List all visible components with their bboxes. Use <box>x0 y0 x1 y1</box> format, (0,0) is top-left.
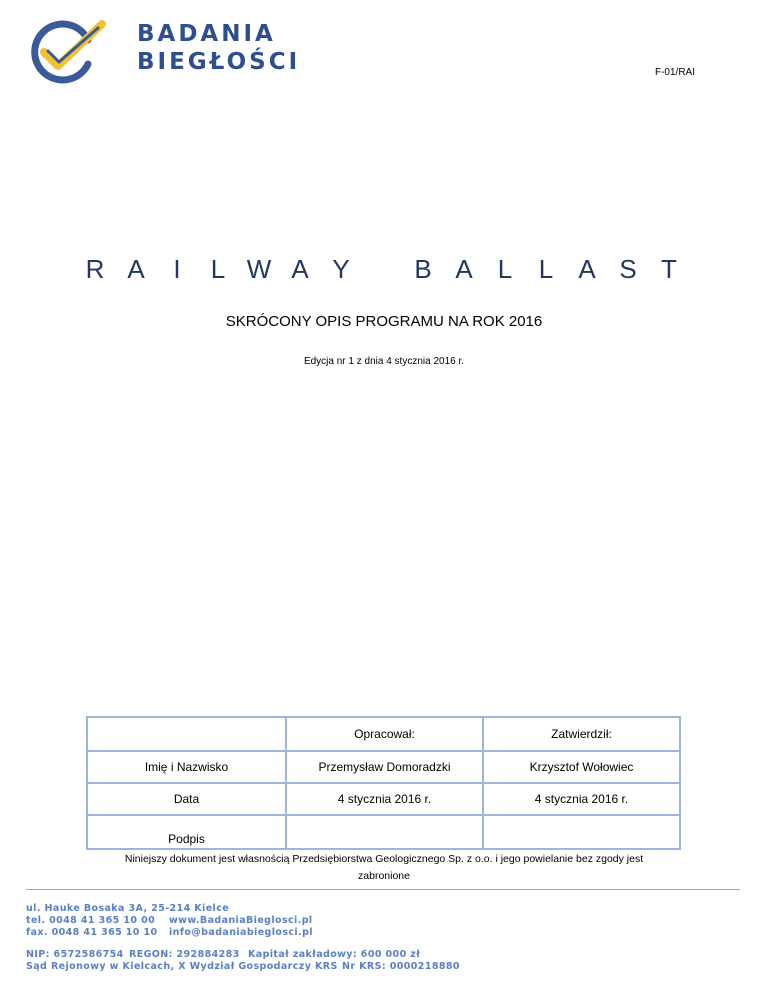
approved-date: 4 stycznia 2016 r. <box>483 783 680 815</box>
row-label-name: Imię i Nazwisko <box>87 751 286 783</box>
title-letter: L <box>497 253 513 284</box>
prepared-signature <box>286 815 483 849</box>
title-letter: R <box>85 253 105 284</box>
title-letter: B <box>414 253 432 284</box>
notice-line-2: zabronione <box>358 870 410 882</box>
title-letter: Y <box>332 253 350 284</box>
row-label-signature: Podpis <box>87 815 286 849</box>
table-header-row <box>87 717 680 751</box>
table-row <box>87 751 680 783</box>
document-title <box>82 254 682 284</box>
footer-regon: REGON: 292884283 <box>129 949 240 960</box>
notice-line-1: Niniejszy dokument jest własnością Przedsiębiorstwa Geologicznego Sp. z o.o. i jego powielanie bez zgody jest <box>124 853 644 865</box>
ownership-notice <box>80 851 688 885</box>
logo-check-icon <box>24 18 108 86</box>
document-code: F-01/RAI <box>654 67 695 78</box>
title-letter: A <box>127 253 145 284</box>
footer-website-link[interactable]: www.BadaniaBieglosci.pl <box>169 915 313 926</box>
title-letter: S <box>619 253 637 284</box>
approved-signature <box>483 815 680 849</box>
table-header-approved: Zatwierdził: <box>483 717 680 751</box>
table-row <box>87 815 680 849</box>
footer-krs: Nr KRS: 0000218880 <box>342 961 460 972</box>
prepared-by-name: Przemysław Domoradzki <box>286 751 483 783</box>
logo-line-1: BADANIA <box>137 21 276 47</box>
title-letter: I <box>173 253 181 284</box>
approval-table <box>86 716 681 850</box>
title-letter: L <box>538 253 554 284</box>
title-letter: W <box>246 253 272 284</box>
approved-by-name: Krzysztof Wołowiec <box>483 751 680 783</box>
logo-line-2: BIEGŁOŚCI <box>137 49 301 75</box>
row-label-date: Data <box>87 783 286 815</box>
footer-divider <box>26 889 740 890</box>
footer-fax: fax. 0048 41 365 10 10 <box>26 927 158 938</box>
edition-info: Edycja nr 1 z dnia 4 stycznia 2016 r. <box>303 356 465 367</box>
title-letter: T <box>661 253 677 284</box>
title-letter: A <box>578 253 596 284</box>
footer-phone: tel. 0048 41 365 10 00 <box>26 915 156 926</box>
footer-capital: Kapitał zakładowy: 600 000 zł <box>248 949 421 960</box>
title-letter: L <box>210 253 226 284</box>
footer-nip: NIP: 6572586754 <box>26 949 124 960</box>
title-letter: A <box>455 253 473 284</box>
prepared-date: 4 stycznia 2016 r. <box>286 783 483 815</box>
title-letter: A <box>291 253 309 284</box>
table-row <box>87 783 680 815</box>
footer-email-link[interactable]: info@badaniabieglosci.pl <box>169 927 313 938</box>
table-header-prepared: Opracował: <box>286 717 483 751</box>
footer-court: Sąd Rejonowy w Kielcach, X Wydział Gospodarczy KRS <box>26 961 338 972</box>
document-subtitle: SKRÓCONY OPIS PROGRAMU NA ROK 2016 <box>225 313 543 330</box>
table-cell <box>87 717 286 751</box>
company-logo-text <box>137 20 300 76</box>
footer-address: ul. Hauke Bosaka 3A, 25-214 Kielce <box>26 903 230 914</box>
